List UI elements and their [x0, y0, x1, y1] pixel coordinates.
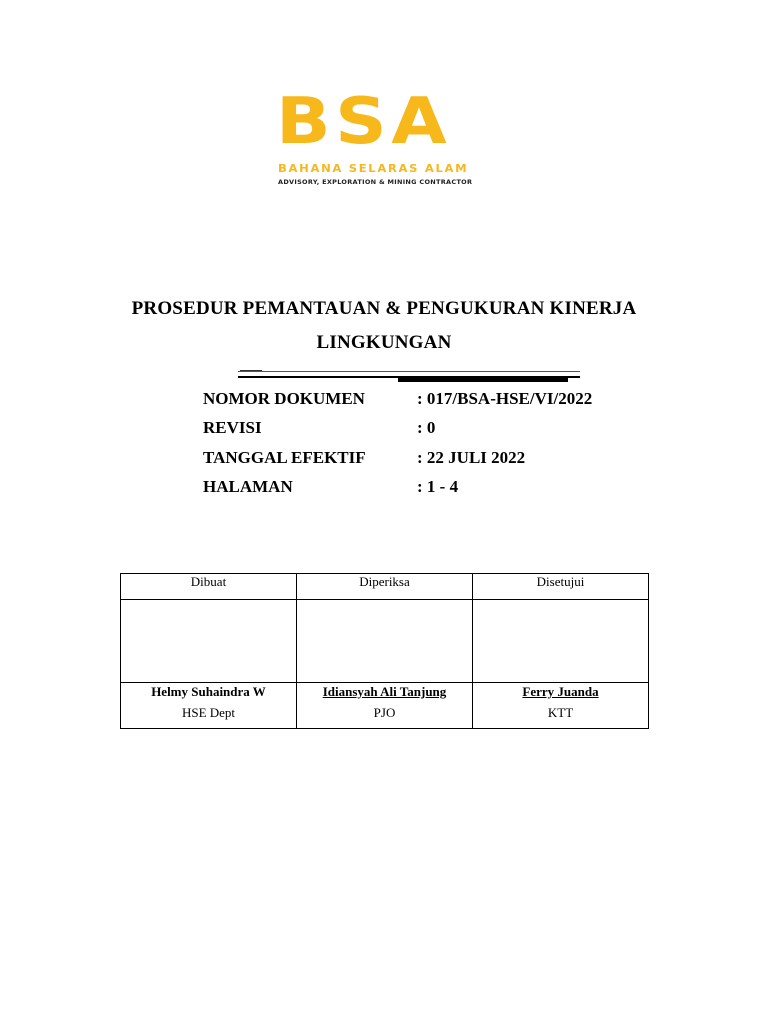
header-checked: Diperiksa — [297, 574, 473, 600]
signature-box-prepared — [121, 600, 297, 683]
approval-table — [120, 573, 649, 729]
signer-role: KTT — [547, 705, 574, 720]
signature-box-approved — [473, 600, 649, 683]
company-logo — [276, 85, 492, 188]
logo-letters: BSA — [276, 85, 452, 159]
approval-header-row — [121, 574, 649, 600]
signer-checked — [297, 683, 473, 729]
meta-value-effective-date: : 22 JULI 2022 — [417, 448, 526, 467]
divider-thick — [398, 378, 568, 382]
signature-box-checked — [297, 600, 473, 683]
signer-role: PJO — [373, 705, 396, 720]
meta-label-page: HALAMAN — [203, 477, 293, 496]
signer-row — [121, 683, 649, 729]
meta-value-page: : 1 - 4 — [417, 477, 459, 496]
meta-label-document-number: NOMOR DOKUMEN — [203, 389, 365, 408]
meta-value-revision: : 0 — [417, 418, 436, 437]
header-approved: Disetujui — [473, 574, 649, 600]
signer-name: Ferry Juanda — [522, 684, 599, 699]
signer-approved — [473, 683, 649, 729]
signer-prepared — [121, 683, 297, 729]
divider-thin — [238, 371, 580, 372]
signer-role: HSE Dept — [181, 705, 236, 720]
header-prepared: Dibuat — [121, 574, 297, 600]
document-title-line2: LINGKUNGAN — [316, 332, 452, 353]
logo-company-name: BAHANA SELARAS ALAM — [278, 162, 469, 175]
signature-row — [121, 600, 649, 683]
signer-name: Idiansyah Ali Tanjung — [322, 684, 447, 699]
meta-label-revision: REVISI — [203, 418, 262, 437]
signer-name: Helmy Suhaindra W — [151, 684, 266, 699]
logo-tagline: ADVISORY, EXPLORATION & MINING CONTRACTOR — [278, 178, 473, 186]
meta-value-document-number: : 017/BSA-HSE/VI/2022 — [417, 389, 593, 408]
document-title-line1: PROSEDUR PEMANTAUAN & PENGUKURAN KINERJA — [131, 298, 637, 319]
meta-label-effective-date: TANGGAL EFEKTIF — [203, 448, 366, 467]
